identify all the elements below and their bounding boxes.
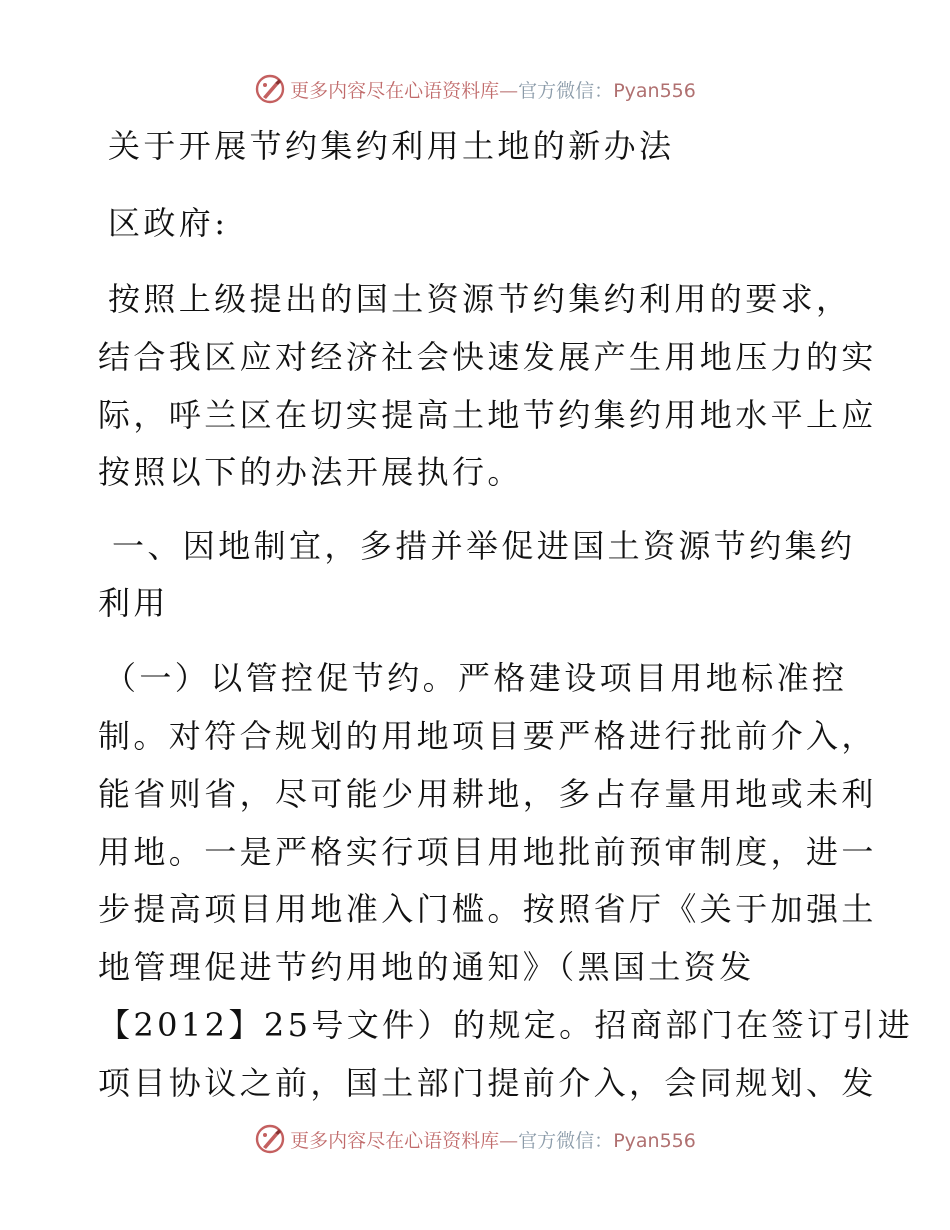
paragraph-line: 步提高项目用地准入门槛。按照省厅《关于加强土: [98, 890, 877, 928]
watermark-wechat-id: Pyan556: [613, 79, 696, 102]
watermark-wechat-label: 官方微信：: [518, 79, 614, 102]
watermark-dash: —: [499, 1129, 519, 1152]
paragraph-line: 项目协议之前，国土部门提前介入，会同规划、发: [98, 1064, 877, 1102]
pen-quill-icon: [254, 73, 286, 105]
paragraph-line: 按照上级提出的国土资源节约集约利用的要求，: [108, 280, 852, 318]
watermark-wechat-label: 官方微信：: [518, 1129, 614, 1152]
salutation: 区政府:: [108, 204, 229, 242]
paragraph-line: 结合我区应对经济社会快速发展产生用地压力的实: [98, 338, 877, 376]
paragraph-line: 地管理促进节约用地的通知》（黑国土资发: [98, 948, 755, 986]
paragraph-line: 制。对符合规划的用地项目要严格进行批前介入，: [98, 717, 877, 755]
paragraph-line: 按照以下的办法开展执行。: [98, 453, 523, 491]
paragraph-line: 用地。一是严格实行项目用地批前预审制度，进一: [98, 833, 877, 871]
watermark-prefix: 更多内容尽在心语资料库: [290, 79, 500, 102]
section-heading: 利用: [98, 584, 169, 622]
watermark-dash: —: [499, 79, 519, 102]
watermark-footer: [0, 1122, 950, 1156]
paragraph-line: 际，呼兰区在切实提高土地节约集约用地水平上应: [98, 396, 877, 434]
watermark-header: [0, 72, 950, 106]
section-heading: 一、因地制宜，多措并举促进国土资源节约集约: [112, 527, 856, 565]
paragraph-line: 能省则省，尽可能少用耕地，多占存量用地或未利: [98, 775, 877, 813]
watermark-text: [290, 1126, 696, 1153]
watermark-text: [290, 76, 696, 103]
pen-quill-icon: [254, 1123, 286, 1155]
paragraph-line: 【2012】25号文件）的规定。招商部门在签订引进: [98, 1006, 914, 1044]
document-title: 关于开展节约集约利用土地的新办法: [108, 127, 675, 165]
watermark-wechat-id: Pyan556: [613, 1129, 696, 1152]
watermark-prefix: 更多内容尽在心语资料库: [290, 1129, 500, 1152]
paragraph-line: （一）以管控促节约。严格建设项目用地标准控: [104, 659, 848, 697]
